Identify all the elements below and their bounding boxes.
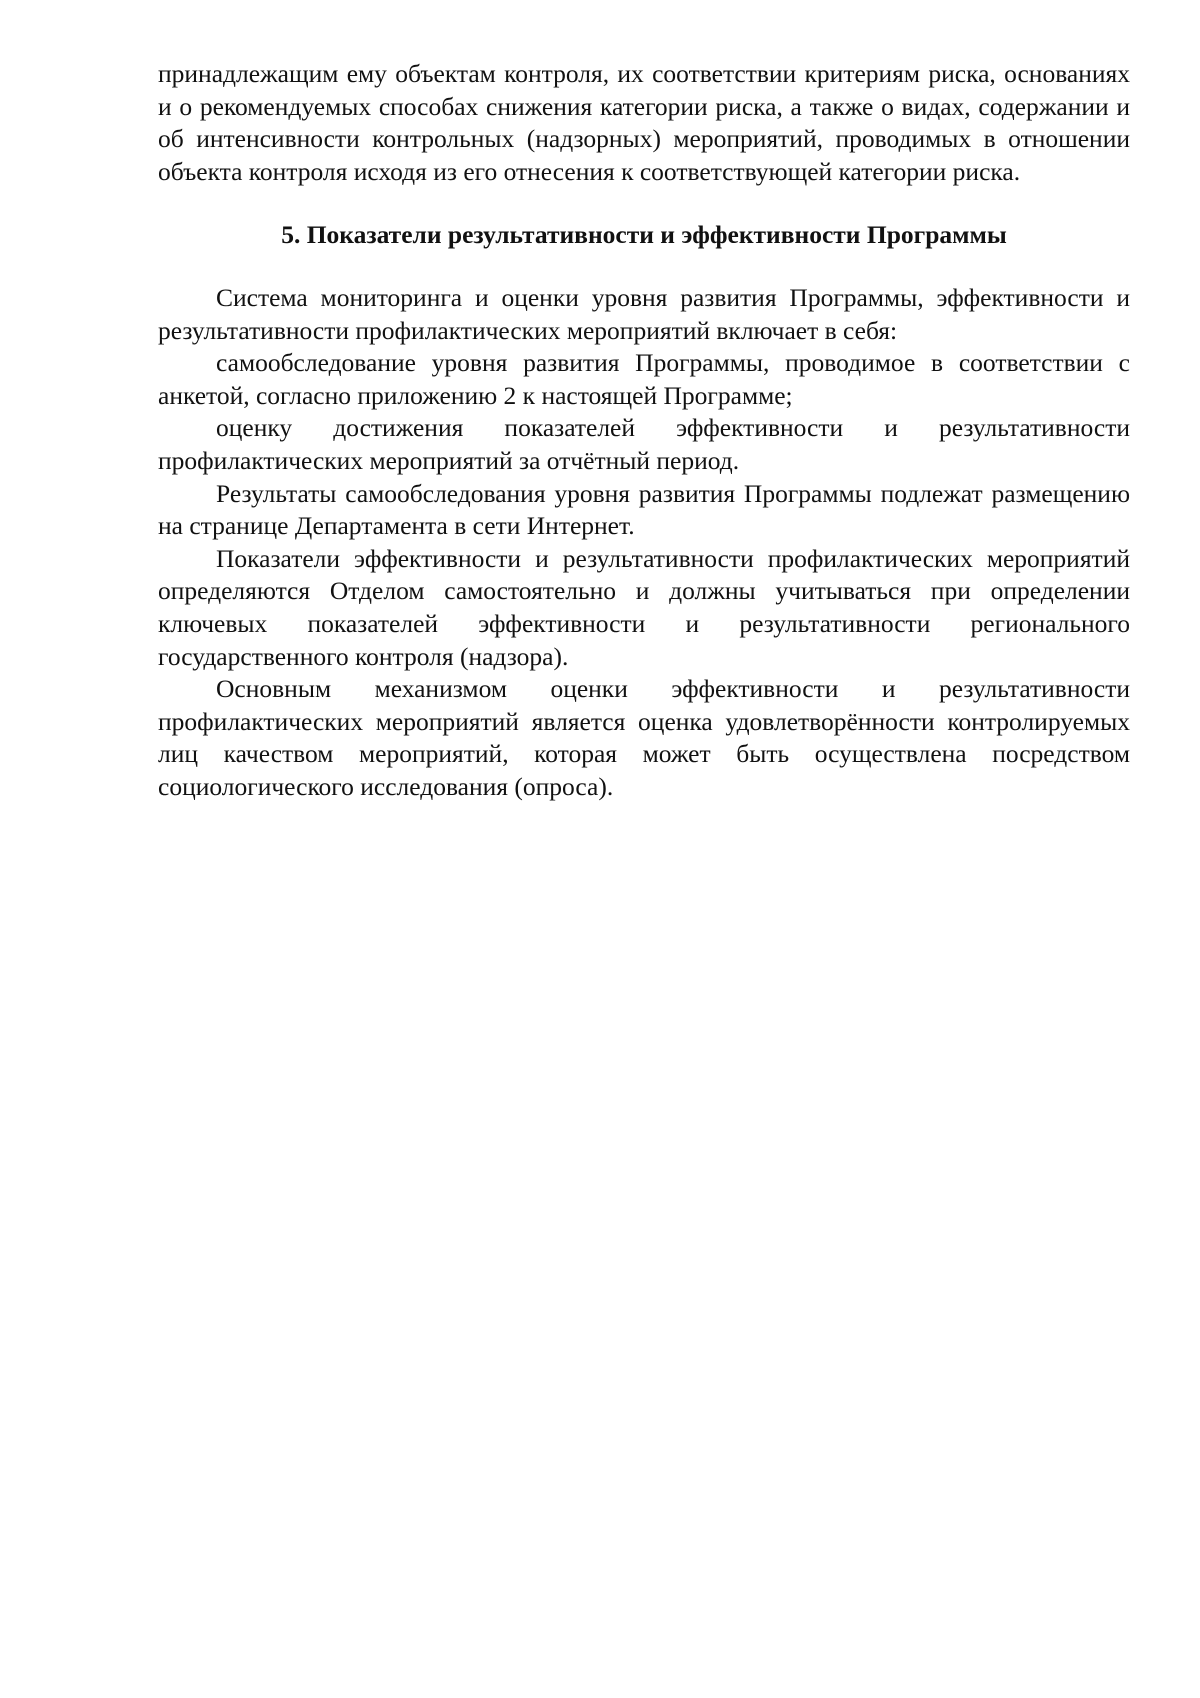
document-body (158, 58, 1130, 803)
continued-paragraph: принадлежащим ему объектам контроля, их соответствии критериям риска, основаниях и о рекомендуемых способах снижения категории риска, а также о видах, содержании и об интенсивности контрольных (надзорных) мероприятий, проводимых в отношении объекта контроля исходя из его отнесения к соответствующей категории риска. (158, 59, 1130, 186)
section-heading: 5. Показатели результативности и эффективности Программы (281, 220, 1007, 250)
paragraph-results-publication: Результаты самообследования уровня развития Программы подлежат размещению на странице Департамента в сети Интернет. (158, 478, 1130, 541)
paragraph-evaluation-mechanism: Основным механизмом оценки эффективности и результативности профилактических мероприятий является оценка удовлетворённости контролируемых лиц качеством мероприятий, которая может быть осуществлена посредством социологического исследования (опроса). (158, 674, 1130, 801)
paragraph-indicators-definition: Показатели эффективности и результативности профилактических мероприятий определяются Отделом самостоятельно и должны учитываться при определении ключевых показателей эффективности и результативности регионального государственного контроля (надзора). (158, 543, 1130, 671)
paragraph-self-assessment: самообследование уровня развития Программы, проводимое в соответствии с анкетой, согласно приложению 2 к настоящей Программе; (158, 348, 1130, 410)
paragraph-indicator-assessment: оценку достижения показателей эффективности и результативности профилактических мероприятий за отчётный период. (158, 413, 1130, 475)
paragraph-monitoring-system: Система мониторинга и оценки уровня развития Программы, эффективности и результативности профилактических мероприятий включает в себя: (158, 282, 1130, 345)
